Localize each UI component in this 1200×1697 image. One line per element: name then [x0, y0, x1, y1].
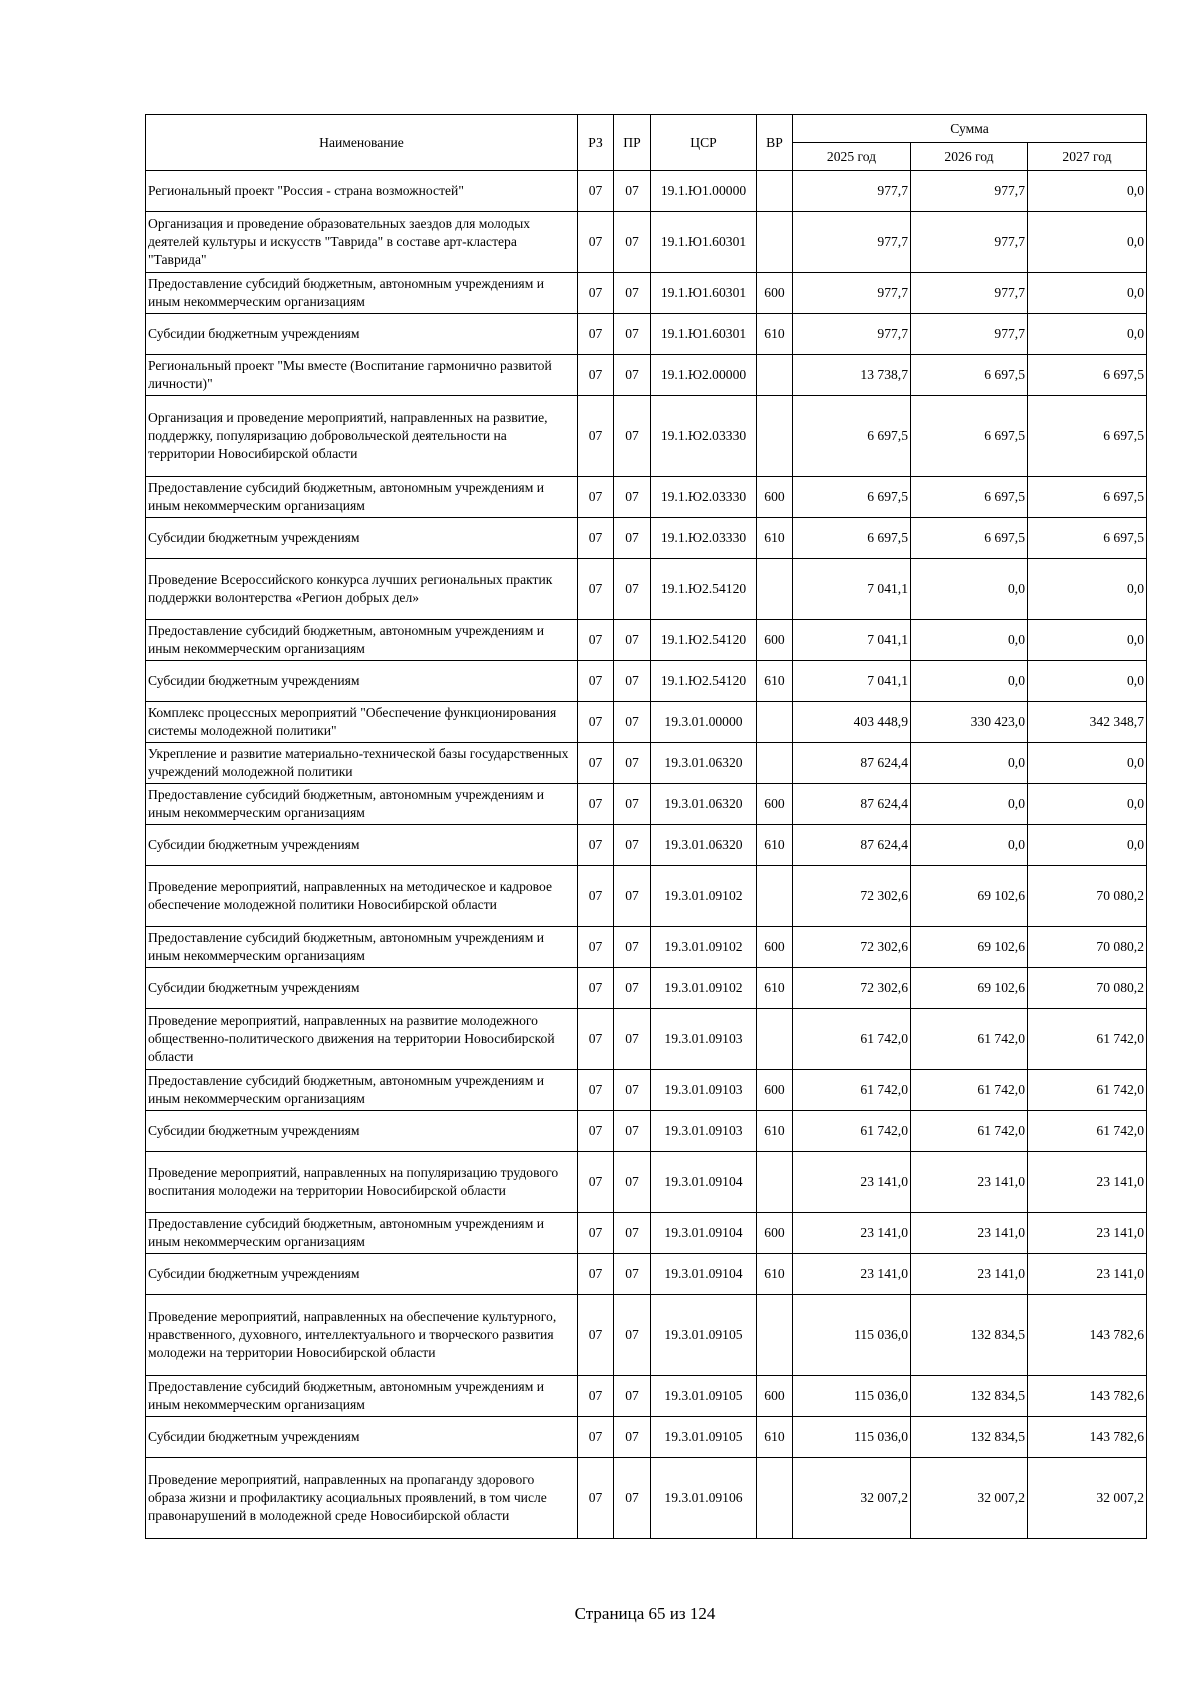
row-sum-2027: 0,0	[1028, 273, 1147, 314]
row-pr: 07	[614, 825, 651, 866]
row-sum-2026: 0,0	[911, 825, 1028, 866]
row-sum-2025: 115 036,0	[793, 1417, 911, 1458]
row-csr: 19.1.Ю2.54120	[651, 559, 757, 620]
row-csr: 19.1.Ю2.00000	[651, 355, 757, 396]
row-csr: 19.1.Ю2.54120	[651, 661, 757, 702]
table-row	[146, 273, 1147, 314]
row-sum-2027: 143 782,6	[1028, 1417, 1147, 1458]
row-csr: 19.1.Ю1.60301	[651, 212, 757, 273]
row-vr: 610	[757, 968, 793, 1009]
table-row	[146, 968, 1147, 1009]
row-name: Субсидии бюджетным учреждениям	[146, 314, 578, 355]
row-csr: 19.1.Ю1.60301	[651, 314, 757, 355]
row-pr: 07	[614, 477, 651, 518]
row-sum-2025: 87 624,4	[793, 784, 911, 825]
row-pr: 07	[614, 927, 651, 968]
row-sum-2025: 72 302,6	[793, 968, 911, 1009]
header-name: Наименование	[146, 115, 578, 171]
row-vr: 600	[757, 273, 793, 314]
row-sum-2026: 32 007,2	[911, 1458, 1028, 1539]
table-row	[146, 620, 1147, 661]
table-row	[146, 1254, 1147, 1295]
row-pr: 07	[614, 784, 651, 825]
row-vr	[757, 702, 793, 743]
row-pr: 07	[614, 866, 651, 927]
row-csr: 19.1.Ю1.60301	[651, 273, 757, 314]
row-pr: 07	[614, 1070, 651, 1111]
page-number: Страница 65 из 124	[574, 1604, 716, 1623]
row-rz: 07	[578, 1152, 614, 1213]
row-vr	[757, 1295, 793, 1376]
row-sum-2026: 0,0	[911, 620, 1028, 661]
row-sum-2026: 6 697,5	[911, 396, 1028, 477]
row-name: Укрепление и развитие материально-технической базы государственных учреждений молодежной политики	[146, 743, 578, 784]
row-vr: 610	[757, 825, 793, 866]
row-name: Предоставление субсидий бюджетным, автономным учреждениям и иным некоммерческим организациям	[146, 273, 578, 314]
row-sum-2026: 330 423,0	[911, 702, 1028, 743]
row-pr: 07	[614, 273, 651, 314]
row-rz: 07	[578, 1111, 614, 1152]
row-pr: 07	[614, 1458, 651, 1539]
table-row	[146, 1152, 1147, 1213]
row-sum-2027: 143 782,6	[1028, 1376, 1147, 1417]
row-sum-2026: 977,7	[911, 314, 1028, 355]
row-sum-2027: 0,0	[1028, 559, 1147, 620]
row-sum-2027: 6 697,5	[1028, 518, 1147, 559]
row-rz: 07	[578, 559, 614, 620]
row-vr	[757, 1152, 793, 1213]
row-name: Субсидии бюджетным учреждениям	[146, 968, 578, 1009]
header-year-2027: 2027 год	[1028, 143, 1147, 171]
row-sum-2026: 977,7	[911, 212, 1028, 273]
row-rz: 07	[578, 866, 614, 927]
row-sum-2025: 115 036,0	[793, 1295, 911, 1376]
row-sum-2027: 0,0	[1028, 620, 1147, 661]
row-rz: 07	[578, 212, 614, 273]
row-name: Субсидии бюджетным учреждениям	[146, 825, 578, 866]
row-rz: 07	[578, 396, 614, 477]
row-sum-2025: 23 141,0	[793, 1152, 911, 1213]
row-sum-2026: 977,7	[911, 273, 1028, 314]
row-vr: 600	[757, 477, 793, 518]
row-rz: 07	[578, 355, 614, 396]
row-csr: 19.3.01.06320	[651, 743, 757, 784]
row-sum-2026: 61 742,0	[911, 1009, 1028, 1070]
row-name: Региональный проект "Мы вместе (Воспитание гармонично развитой личности)"	[146, 355, 578, 396]
row-rz: 07	[578, 702, 614, 743]
row-vr: 600	[757, 620, 793, 661]
row-sum-2025: 13 738,7	[793, 355, 911, 396]
row-csr: 19.3.01.09103	[651, 1009, 757, 1070]
row-name: Субсидии бюджетным учреждениям	[146, 1417, 578, 1458]
row-name: Организация и проведение образовательных заездов для молодых деятелей культуры и искусств "Таврида" в составе арт-кластера "Таврида"	[146, 212, 578, 273]
row-vr: 600	[757, 927, 793, 968]
row-sum-2025: 87 624,4	[793, 743, 911, 784]
row-vr: 610	[757, 661, 793, 702]
row-name: Региональный проект "Россия - страна возможностей"	[146, 171, 578, 212]
row-csr: 19.3.01.00000	[651, 702, 757, 743]
row-pr: 07	[614, 1376, 651, 1417]
table-row	[146, 396, 1147, 477]
row-name: Субсидии бюджетным учреждениям	[146, 518, 578, 559]
row-sum-2026: 132 834,5	[911, 1417, 1028, 1458]
row-vr	[757, 866, 793, 927]
row-sum-2025: 977,7	[793, 171, 911, 212]
row-sum-2027: 342 348,7	[1028, 702, 1147, 743]
row-rz: 07	[578, 825, 614, 866]
row-sum-2026: 132 834,5	[911, 1295, 1028, 1376]
row-sum-2025: 72 302,6	[793, 866, 911, 927]
row-name: Субсидии бюджетным учреждениям	[146, 1254, 578, 1295]
row-csr: 19.3.01.09102	[651, 866, 757, 927]
row-rz: 07	[578, 1254, 614, 1295]
table-row	[146, 355, 1147, 396]
row-pr: 07	[614, 1254, 651, 1295]
row-name: Предоставление субсидий бюджетным, автономным учреждениям и иным некоммерческим организациям	[146, 620, 578, 661]
row-sum-2025: 61 742,0	[793, 1009, 911, 1070]
row-csr: 19.3.01.09105	[651, 1417, 757, 1458]
row-sum-2027: 6 697,5	[1028, 396, 1147, 477]
row-sum-2025: 6 697,5	[793, 477, 911, 518]
table-row	[146, 927, 1147, 968]
row-pr: 07	[614, 396, 651, 477]
row-sum-2027: 23 141,0	[1028, 1213, 1147, 1254]
row-sum-2025: 977,7	[793, 314, 911, 355]
row-sum-2027: 61 742,0	[1028, 1070, 1147, 1111]
row-sum-2025: 977,7	[793, 212, 911, 273]
row-csr: 19.3.01.06320	[651, 825, 757, 866]
row-sum-2027: 0,0	[1028, 784, 1147, 825]
row-vr: 600	[757, 1376, 793, 1417]
row-rz: 07	[578, 620, 614, 661]
row-sum-2027: 70 080,2	[1028, 866, 1147, 927]
row-sum-2026: 23 141,0	[911, 1152, 1028, 1213]
row-sum-2025: 977,7	[793, 273, 911, 314]
row-vr: 610	[757, 1254, 793, 1295]
row-sum-2027: 70 080,2	[1028, 968, 1147, 1009]
row-csr: 19.3.01.09102	[651, 927, 757, 968]
table-row	[146, 1111, 1147, 1152]
row-sum-2026: 23 141,0	[911, 1254, 1028, 1295]
row-rz: 07	[578, 1458, 614, 1539]
row-rz: 07	[578, 1213, 614, 1254]
row-sum-2026: 61 742,0	[911, 1070, 1028, 1111]
row-vr	[757, 212, 793, 273]
row-sum-2025: 87 624,4	[793, 825, 911, 866]
row-sum-2026: 0,0	[911, 661, 1028, 702]
row-vr	[757, 1458, 793, 1539]
table-row	[146, 1458, 1147, 1539]
row-rz: 07	[578, 743, 614, 784]
row-sum-2025: 23 141,0	[793, 1213, 911, 1254]
row-sum-2026: 6 697,5	[911, 355, 1028, 396]
header-rz: РЗ	[578, 115, 614, 171]
row-sum-2027: 61 742,0	[1028, 1009, 1147, 1070]
row-sum-2026: 23 141,0	[911, 1213, 1028, 1254]
row-pr: 07	[614, 314, 651, 355]
row-csr: 19.3.01.09103	[651, 1070, 757, 1111]
row-csr: 19.1.Ю2.03330	[651, 396, 757, 477]
row-pr: 07	[614, 743, 651, 784]
budget-table	[145, 114, 1147, 1539]
row-vr	[757, 355, 793, 396]
row-sum-2027: 61 742,0	[1028, 1111, 1147, 1152]
row-pr: 07	[614, 968, 651, 1009]
row-rz: 07	[578, 1376, 614, 1417]
row-name: Проведение мероприятий, направленных на развитие молодежного общественно-политического движения на территории Новосибирской области	[146, 1009, 578, 1070]
row-rz: 07	[578, 1070, 614, 1111]
row-sum-2025: 403 448,9	[793, 702, 911, 743]
row-pr: 07	[614, 1152, 651, 1213]
row-csr: 19.3.01.09104	[651, 1254, 757, 1295]
row-pr: 07	[614, 355, 651, 396]
row-name: Предоставление субсидий бюджетным, автономным учреждениям и иным некоммерческим организациям	[146, 784, 578, 825]
row-sum-2026: 6 697,5	[911, 518, 1028, 559]
row-rz: 07	[578, 927, 614, 968]
row-pr: 07	[614, 518, 651, 559]
row-rz: 07	[578, 314, 614, 355]
row-name: Субсидии бюджетным учреждениям	[146, 1111, 578, 1152]
row-pr: 07	[614, 702, 651, 743]
row-sum-2027: 0,0	[1028, 661, 1147, 702]
header-csr: ЦСР	[651, 115, 757, 171]
row-sum-2025: 61 742,0	[793, 1070, 911, 1111]
row-name: Организация и проведение мероприятий, направленных на развитие, поддержку, популяризацию добровольческой деятельности на территории Новосибирской области	[146, 396, 578, 477]
table-row	[146, 702, 1147, 743]
row-csr: 19.1.Ю2.54120	[651, 620, 757, 661]
row-name: Проведение мероприятий, направленных на популяризацию трудового воспитания молодежи на территории Новосибирской области	[146, 1152, 578, 1213]
row-csr: 19.3.01.09102	[651, 968, 757, 1009]
header-vr: ВР	[757, 115, 793, 171]
row-sum-2026: 0,0	[911, 559, 1028, 620]
row-vr: 610	[757, 518, 793, 559]
row-sum-2027: 32 007,2	[1028, 1458, 1147, 1539]
row-vr	[757, 1009, 793, 1070]
row-sum-2027: 0,0	[1028, 171, 1147, 212]
row-sum-2027: 6 697,5	[1028, 355, 1147, 396]
row-vr: 610	[757, 314, 793, 355]
row-name: Субсидии бюджетным учреждениям	[146, 661, 578, 702]
row-sum-2025: 7 041,1	[793, 620, 911, 661]
table-row	[146, 1213, 1147, 1254]
row-sum-2027: 0,0	[1028, 825, 1147, 866]
row-name: Проведение Всероссийского конкурса лучших региональных практик поддержки волонтерства «Регион добрых дел»	[146, 559, 578, 620]
row-sum-2025: 7 041,1	[793, 559, 911, 620]
table-row	[146, 743, 1147, 784]
table-row	[146, 477, 1147, 518]
row-pr: 07	[614, 661, 651, 702]
header-year-2025: 2025 год	[793, 143, 911, 171]
row-name: Предоставление субсидий бюджетным, автономным учреждениям и иным некоммерческим организациям	[146, 477, 578, 518]
table-row	[146, 171, 1147, 212]
row-pr: 07	[614, 171, 651, 212]
row-rz: 07	[578, 1009, 614, 1070]
row-rz: 07	[578, 273, 614, 314]
row-sum-2025: 7 041,1	[793, 661, 911, 702]
row-vr: 610	[757, 1417, 793, 1458]
row-sum-2027: 23 141,0	[1028, 1254, 1147, 1295]
row-sum-2025: 32 007,2	[793, 1458, 911, 1539]
row-vr	[757, 171, 793, 212]
table-row	[146, 1376, 1147, 1417]
row-pr: 07	[614, 1213, 651, 1254]
row-sum-2025: 6 697,5	[793, 518, 911, 559]
row-name: Предоставление субсидий бюджетным, автономным учреждениям и иным некоммерческим организациям	[146, 1213, 578, 1254]
row-pr: 07	[614, 1009, 651, 1070]
row-name: Проведение мероприятий, направленных на обеспечение культурного, нравственного, духовного, интеллектуального и творческого развития молодежи на территории Новосибирской области	[146, 1295, 578, 1376]
row-sum-2027: 23 141,0	[1028, 1152, 1147, 1213]
row-sum-2025: 72 302,6	[793, 927, 911, 968]
row-vr: 600	[757, 1070, 793, 1111]
table-row	[146, 866, 1147, 927]
table-row	[146, 559, 1147, 620]
row-name: Предоставление субсидий бюджетным, автономным учреждениям и иным некоммерческим организациям	[146, 1376, 578, 1417]
row-sum-2027: 0,0	[1028, 212, 1147, 273]
table-row	[146, 314, 1147, 355]
table-row	[146, 1295, 1147, 1376]
row-sum-2027: 0,0	[1028, 743, 1147, 784]
header-pr: ПР	[614, 115, 651, 171]
row-sum-2025: 23 141,0	[793, 1254, 911, 1295]
row-vr	[757, 743, 793, 784]
row-csr: 19.3.01.09106	[651, 1458, 757, 1539]
row-sum-2025: 115 036,0	[793, 1376, 911, 1417]
header-sum: Сумма	[793, 115, 1147, 143]
row-vr	[757, 559, 793, 620]
row-pr: 07	[614, 1111, 651, 1152]
row-csr: 19.3.01.09103	[651, 1111, 757, 1152]
row-vr	[757, 396, 793, 477]
row-csr: 19.1.Ю1.00000	[651, 171, 757, 212]
row-sum-2027: 6 697,5	[1028, 477, 1147, 518]
table-body	[146, 171, 1147, 1539]
row-pr: 07	[614, 1295, 651, 1376]
row-name: Проведение мероприятий, направленных на методическое и кадровое обеспечение молодежной политики Новосибирской области	[146, 866, 578, 927]
table-row	[146, 518, 1147, 559]
row-csr: 19.3.01.06320	[651, 784, 757, 825]
row-sum-2026: 132 834,5	[911, 1376, 1028, 1417]
row-rz: 07	[578, 661, 614, 702]
row-rz: 07	[578, 171, 614, 212]
table-row	[146, 1009, 1147, 1070]
row-sum-2026: 61 742,0	[911, 1111, 1028, 1152]
row-rz: 07	[578, 968, 614, 1009]
row-rz: 07	[578, 1295, 614, 1376]
row-sum-2025: 6 697,5	[793, 396, 911, 477]
row-csr: 19.3.01.09105	[651, 1376, 757, 1417]
row-pr: 07	[614, 620, 651, 661]
header-year-2026: 2026 год	[911, 143, 1028, 171]
row-sum-2027: 143 782,6	[1028, 1295, 1147, 1376]
row-sum-2025: 61 742,0	[793, 1111, 911, 1152]
table-row	[146, 784, 1147, 825]
table-row	[146, 825, 1147, 866]
row-csr: 19.1.Ю2.03330	[651, 477, 757, 518]
row-vr: 610	[757, 1111, 793, 1152]
row-rz: 07	[578, 477, 614, 518]
table-row	[146, 1417, 1147, 1458]
row-name: Комплекс процессных мероприятий "Обеспечение функционирования системы молодежной политики"	[146, 702, 578, 743]
row-csr: 19.3.01.09105	[651, 1295, 757, 1376]
row-sum-2027: 0,0	[1028, 314, 1147, 355]
row-name: Предоставление субсидий бюджетным, автономным учреждениям и иным некоммерческим организациям	[146, 1070, 578, 1111]
row-csr: 19.3.01.09104	[651, 1152, 757, 1213]
row-name: Проведение мероприятий, направленных на пропаганду здорового образа жизни и профилактику асоциальных проявлений, в том числе правонарушений в молодежной среде Новосибирской области	[146, 1458, 578, 1539]
row-sum-2027: 70 080,2	[1028, 927, 1147, 968]
row-pr: 07	[614, 1417, 651, 1458]
row-sum-2026: 69 102,6	[911, 927, 1028, 968]
row-pr: 07	[614, 212, 651, 273]
row-rz: 07	[578, 518, 614, 559]
row-sum-2026: 0,0	[911, 743, 1028, 784]
row-sum-2026: 69 102,6	[911, 866, 1028, 927]
row-csr: 19.3.01.09104	[651, 1213, 757, 1254]
row-vr: 600	[757, 784, 793, 825]
row-sum-2026: 977,7	[911, 171, 1028, 212]
table-row	[146, 1070, 1147, 1111]
row-csr: 19.1.Ю2.03330	[651, 518, 757, 559]
row-sum-2026: 69 102,6	[911, 968, 1028, 1009]
row-sum-2026: 0,0	[911, 784, 1028, 825]
row-sum-2026: 6 697,5	[911, 477, 1028, 518]
table-row	[146, 212, 1147, 273]
row-rz: 07	[578, 784, 614, 825]
row-vr: 600	[757, 1213, 793, 1254]
row-rz: 07	[578, 1417, 614, 1458]
row-name: Предоставление субсидий бюджетным, автономным учреждениям и иным некоммерческим организациям	[146, 927, 578, 968]
row-pr: 07	[614, 559, 651, 620]
table-row	[146, 661, 1147, 702]
